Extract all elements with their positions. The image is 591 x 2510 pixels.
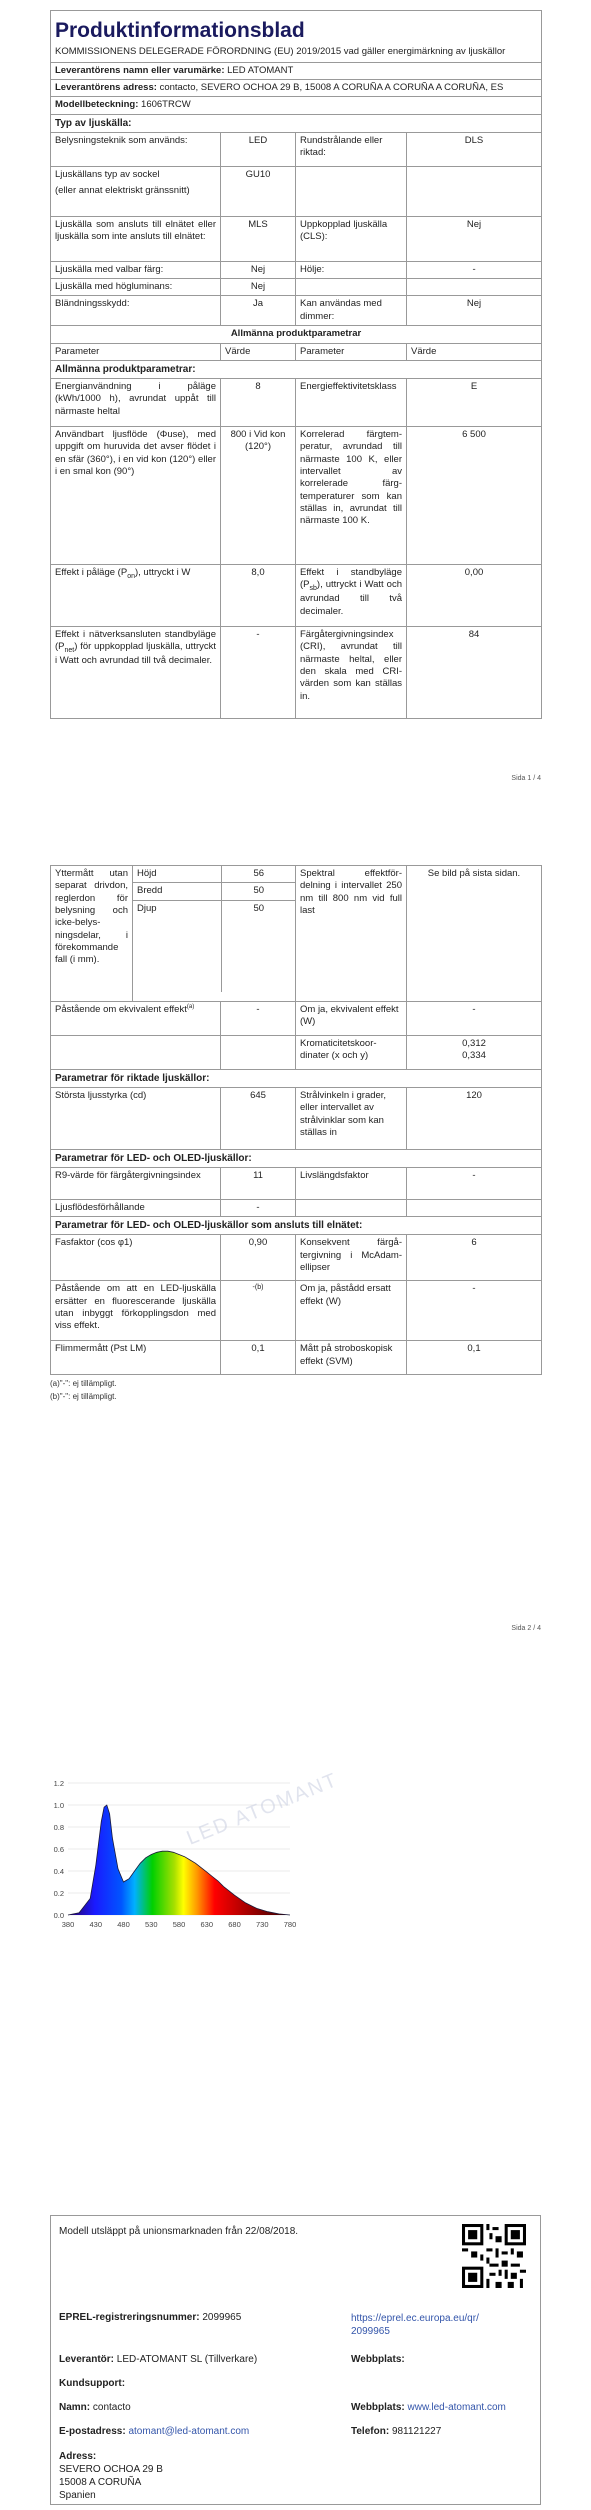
address-label: Adress:	[59, 2451, 97, 2462]
strobo-label: Mått på stroboskopisk effekt (SVM)	[296, 1341, 407, 1375]
address-line: SEVERO OCHOA 29 B	[59, 2464, 163, 2475]
chroma-label: Kromaticitetskoordinater (x och y)	[296, 1036, 407, 1070]
page-1	[50, 10, 541, 719]
param-value: Ja	[221, 296, 296, 326]
param-label: Effekt i nätverksansluten standbyläge $(P_{net})$ för uppkopplad ljuskälla, uttryckt i Watt och avrundad till två decimaler.	[51, 627, 221, 719]
y-tick-label: 1.2	[53, 1779, 64, 1788]
model-id: 1606TRCW	[141, 99, 191, 111]
model-label: Modellbeteckning:	[55, 99, 139, 111]
param-value: 84	[407, 627, 542, 719]
email-label: E-postadress:	[59, 2426, 126, 2437]
param-value: Nej	[407, 216, 542, 261]
col-header-value: Värde	[221, 343, 296, 360]
table-row	[51, 1088, 542, 1150]
r9-value: 11	[221, 1168, 296, 1200]
mains-heading: Parametrar för LED- och OLED-ljuskällor som ansluts till elnätet:	[51, 1217, 542, 1235]
table-row	[51, 132, 542, 166]
address-line: Spanien	[59, 2490, 96, 2501]
directional-heading: Parametrar för riktade ljuskällor:	[51, 1070, 542, 1088]
param-label: Korrelerad färgtemperatur, avrundad till närmaste 100 K, eller intervallet av korrelerade färgtemperaturer som kan ställas in, avrundat till närmaste 100 K.	[296, 427, 407, 565]
flicker-label: Flimmermått (Pst LM)	[51, 1341, 221, 1375]
param-value: -	[407, 261, 542, 278]
table-row	[51, 627, 542, 719]
claim-footnote-marker: (a)	[186, 1004, 195, 1010]
product-info-table-2	[50, 865, 542, 1375]
replace-label: Påstående om att en LED-ljuskälla ersätter en fluorescerande ljuskälla utan inbyggt förkopplingsdon med viss effekt.	[51, 1281, 221, 1341]
flux-ratio-value: -	[221, 1200, 296, 1217]
supplier-address-label: Leverantörens adress:	[55, 81, 157, 93]
macadam-label: Konsekvent färgåtergivning i McAdam-ellipser	[296, 1235, 407, 1281]
param-value: LED	[221, 132, 296, 166]
led-heading: Parametrar för LED- och OLED-ljuskällor:	[51, 1150, 542, 1168]
y-tick-label: 1.0	[53, 1801, 64, 1810]
param-label: Effekt i standbyläge $(P_{sb})$, uttryckt i Watt och avrundad till två decimaler.	[296, 565, 407, 627]
supplier-address: contacto, SEVERO OCHOA 29 B, 15008 A CORUÑA A CORUÑA A CORUÑA, ES	[159, 81, 504, 93]
product-info-table-1	[50, 10, 542, 719]
claim-label: Påstående om ekvivalent effekt	[55, 1004, 187, 1016]
x-tick-label: 380	[61, 1920, 75, 1929]
dim-label: Djup	[133, 900, 221, 992]
dim-value: 50	[221, 883, 296, 900]
claim-value-2: -	[407, 1002, 542, 1036]
param-value	[407, 279, 542, 296]
dim-label: Höjd	[133, 866, 221, 883]
claim-value: -	[221, 1002, 296, 1036]
life-label: Livslängdsfaktor	[296, 1168, 407, 1200]
r9-label: R9-värde för färgåtergivningsindex	[51, 1168, 221, 1200]
phase-label: Fasfaktor (cos φ1)	[51, 1235, 221, 1281]
param-label	[296, 166, 407, 216]
table-row	[51, 1036, 542, 1070]
param-label: Energieffektivitetsklass	[296, 379, 407, 427]
param-label	[296, 279, 407, 296]
param-value: Nej	[221, 261, 296, 278]
spectral-label: Spektral effektfördelning i intervallet 250 nm till 800 nm vid full last	[296, 866, 407, 1002]
address-line: 15008 A CORUÑA	[59, 2477, 142, 2488]
flux-ratio-label: Ljusflödesförhållande	[51, 1200, 221, 1217]
param-label: Rundstrålande eller riktad:	[296, 132, 407, 166]
x-tick-label: 480	[117, 1920, 130, 1929]
param-label: Belysningsteknik som används:	[51, 132, 221, 166]
life-value: -	[407, 1168, 542, 1200]
phone-label: Telefon:	[351, 2426, 390, 2437]
param-value: 8	[221, 379, 296, 427]
market-date: Modell utsläppt på unionsmarknaden från 22/08/2018.	[59, 2226, 299, 2237]
param-value: MLS	[221, 216, 296, 261]
website-link[interactable]: www.led-atomant.com	[407, 2402, 506, 2413]
beam-value: 120	[407, 1088, 542, 1150]
param-label: Effekt i påläge $(P_{on})$, uttryckt i W	[51, 565, 221, 627]
y-axis-labels	[54, 1779, 64, 1920]
param-label: Ljuskälla som ansluts till elnätet eller ljuskälla som inte ansluts till elnätet:	[51, 216, 221, 261]
name-value: contacto	[92, 2402, 131, 2413]
page-title: Produktinformationsblad	[55, 19, 305, 42]
page-4	[50, 2215, 541, 2505]
param-label: Hölje:	[296, 261, 407, 278]
eprel-link[interactable]: https://eprel.ec.europa.eu/qr/2099965	[351, 2313, 479, 2337]
phase-value: 0,90	[221, 1235, 296, 1281]
type-heading: Typ av ljuskälla:	[51, 114, 542, 132]
param-label: Uppkopplad ljuskälla (CLS):	[296, 216, 407, 261]
x-tick-label: 680	[228, 1920, 241, 1929]
param-label: Ljuskälla med högluminans:	[51, 279, 221, 296]
y-tick-label: 0.8	[53, 1823, 64, 1832]
x-tick-label: 780	[283, 1920, 297, 1929]
param-value	[407, 166, 542, 216]
name-label: Namn:	[59, 2402, 91, 2413]
param-value: 6 500	[407, 427, 542, 565]
table-row	[51, 379, 542, 427]
table-row	[51, 296, 542, 326]
flicker-value: 0,1	[221, 1341, 296, 1375]
page-number: Sida 1 / 4	[511, 775, 541, 782]
col-header-value: Värde	[407, 343, 542, 360]
param-value: GU10	[221, 166, 296, 216]
y-tick-label: 0.6	[53, 1845, 64, 1854]
params-heading: Allmänna produktparametrar:	[51, 361, 542, 379]
param-value: Nej	[407, 296, 542, 326]
claim-label-2: Om ja, ekvivalent effekt (W)	[296, 1002, 407, 1036]
dim-label: Bredd	[133, 883, 221, 900]
qr-code-icon	[462, 2224, 526, 2288]
param-label: Bländningsskydd:	[51, 296, 221, 326]
param-label-note: (eller annat elektriskt gränssnitt)	[55, 185, 190, 197]
macadam-value: 6	[407, 1235, 542, 1281]
dims-label: Yttermått utan separat drivdon, reglerdon för belysning och icke-belysningsdelar, i förekommande fall (i mm).	[51, 866, 133, 1002]
regulation-subtitle: KOMMISSIONENS DELEGERADE FÖRORDNING (EU) 2019/2015 vad gäller energimärkning av ljuskällor	[55, 46, 506, 58]
y-tick-label: 0.0	[53, 1911, 64, 1920]
page-number: Sida 2 / 4	[511, 1625, 541, 1632]
dim-value: 50	[221, 900, 296, 992]
table-row	[51, 565, 542, 627]
spectral-distribution-chart	[40, 1768, 342, 1940]
table-row	[51, 866, 542, 1002]
x-tick-label: 530	[144, 1920, 158, 1929]
y-tick-label: 0.4	[53, 1867, 64, 1876]
supplier-label: Leverantör:	[59, 2354, 115, 2365]
table-row	[51, 1168, 542, 1200]
replace-label-2: Om ja, påstådd ersatt effekt (W)	[296, 1281, 407, 1341]
eprel-number: 2099965	[202, 2312, 242, 2323]
param-label: Kan användas med dimmer:	[296, 296, 407, 326]
supplier-value: LED-ATOMANT SL (Tillverkare)	[116, 2354, 258, 2365]
chroma-y: 0,334	[462, 1050, 486, 1062]
x-axis-labels	[62, 1920, 297, 1929]
dims-table	[133, 866, 296, 992]
table-row	[51, 1200, 542, 1217]
param-value: -	[221, 627, 296, 719]
page-2	[50, 865, 541, 1401]
table-row	[51, 279, 542, 296]
eprel-label: EPREL-registreringsnummer:	[59, 2312, 200, 2323]
table-row	[51, 1281, 542, 1341]
web2-label: Webbplats:	[351, 2402, 405, 2413]
footnote-a: (a)"-": ej tillämpligt.	[50, 1379, 117, 1389]
replace-value-2: -	[407, 1281, 542, 1341]
table-row	[51, 427, 542, 565]
param-value: DLS	[407, 132, 542, 166]
peak-label: Största ljusstyrka (cd)	[51, 1088, 221, 1150]
email-link[interactable]: atomant@led-atomant.com	[128, 2426, 250, 2437]
phone-value: 981121227	[391, 2426, 442, 2437]
param-label: Färgåtergivningsindex (CRI), avrundat till närmaste heltal, eller den skala med CRI-värden som kan ställas in.	[296, 627, 407, 719]
x-tick-label: 580	[172, 1920, 186, 1929]
spectral-value: Se bild på sista sidan.	[407, 866, 542, 1002]
strobo-value: 0,1	[407, 1341, 542, 1375]
x-tick-label: 730	[255, 1920, 269, 1929]
chroma-x: 0,312	[462, 1038, 486, 1049]
general-heading: Allmänna produktparametrar	[51, 326, 542, 343]
support-label: Kundsupport:	[59, 2378, 126, 2389]
param-value: 0,00	[407, 565, 542, 627]
web-label: Webbplats:	[351, 2354, 405, 2365]
chart-watermark: LED ATOMANT	[183, 1768, 342, 1850]
table-row	[51, 1341, 542, 1375]
supplier-name: LED ATOMANT	[227, 64, 294, 76]
x-tick-label: 630	[200, 1920, 214, 1929]
param-value: E	[407, 379, 542, 427]
peak-value: 645	[221, 1088, 296, 1150]
dim-value: 56	[221, 866, 296, 883]
table-row	[51, 261, 542, 278]
param-label: Ljuskälla med valbar färg:	[51, 261, 221, 278]
param-value: Nej	[221, 279, 296, 296]
param-label: Användbart ljusflöde (Φuse), med uppgift om huruvida det avser flödet i en sfär (360°), i en vid kon (120°) eller i en smal kon (90°)	[51, 427, 221, 565]
x-tick-label: 430	[89, 1920, 103, 1929]
supplier-name-label: Leverantörens namn eller varumärke:	[55, 64, 225, 76]
param-value: 800 i Vid kon (120°)	[221, 427, 296, 565]
table-row	[51, 166, 542, 216]
beam-label: Strålvinkeln i grader, eller intervallet av strålvinklar som kan ställas in	[296, 1088, 407, 1150]
replace-value: -(b)	[252, 1284, 264, 1292]
table-row	[51, 1002, 542, 1036]
footnote-b: (b)"-": ej tillämpligt.	[50, 1392, 117, 1402]
table-row	[51, 216, 542, 261]
param-value: 8,0	[221, 565, 296, 627]
table-row	[51, 1235, 542, 1281]
param-label: Energianvändning i påläge (kWh/1000 h), avrundat uppåt till närmaste heltal	[51, 379, 221, 427]
col-header-param: Parameter	[51, 343, 221, 360]
y-tick-label: 0.2	[53, 1889, 64, 1898]
col-header-param: Parameter	[296, 343, 407, 360]
param-label: Ljuskällans typ av sockel	[55, 168, 160, 180]
